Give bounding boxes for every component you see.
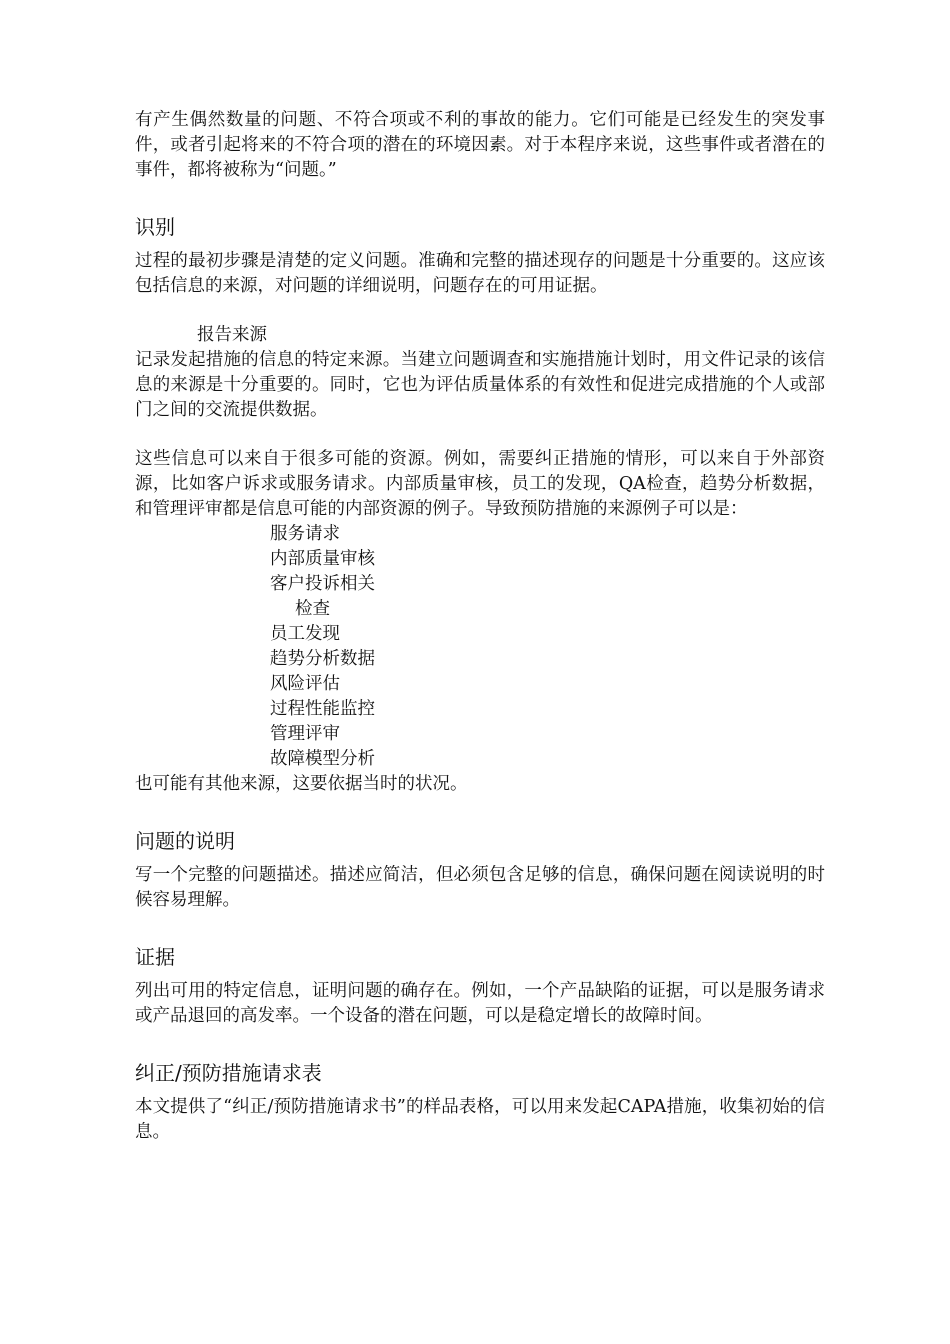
intro-paragraph: 有产生偶然数量的问题、不符合项或不利的事故的能力。它们可能是已经发生的突发事件，或者引起将来的不符合项的潜在的环境因素。对于本程序来说，这些事件或者潜在的事件，都将被称为“问题。” [135, 110, 825, 180]
list-item: 故障模型分析 [270, 749, 375, 769]
list-item: 服务请求 [270, 524, 340, 544]
evidence-heading: 证据 [135, 945, 175, 969]
list-item: 客户投诉相关 [270, 574, 375, 594]
form-heading: 纠正/预防措施请求表 [135, 1061, 322, 1085]
form-paragraph: 本文提供了“纠正/预防措施请求书”的样品表格，可以用来发起CAPA措施，收集初始的信息。 [135, 1097, 825, 1142]
list-item: 过程性能监控 [270, 699, 375, 719]
list-item: 内部质量审核 [270, 549, 375, 569]
document-page [135, 108, 825, 1145]
resources-paragraph: 这些信息可以来自于很多可能的资源。例如，需要纠正措施的情形，可以来自于外部资源，比如客户诉求或服务请求。内部质量审核，员工的发现，QA检查，趋势分析数据，和管理评审都是信息可能的内部资源的例子。导致预防措施的来源例子可以是： [135, 449, 825, 519]
description-paragraph: 写一个完整的问题描述。描述应简洁，但必须包含足够的信息，确保问题在阅读说明的时候容易理解。 [135, 865, 825, 910]
list-item: 风险评估 [270, 674, 340, 694]
description-heading: 问题的说明 [135, 829, 235, 853]
report-source-paragraph: 记录发起措施的信息的特定来源。当建立问题调查和实施措施计划时，用文件记录的该信息的来源是十分重要的。同时，它也为评估质量体系的有效性和促进完成措施的个人或部门之间的交流提供数据。 [135, 350, 825, 420]
list-item: 检查 [295, 599, 330, 619]
list-item: 管理评审 [270, 724, 340, 744]
identify-heading: 识别 [135, 215, 175, 239]
closing-paragraph: 也可能有其他来源，这要依据当时的状况。 [135, 774, 468, 794]
list-item: 趋势分析数据 [270, 649, 375, 669]
list-item: 员工发现 [270, 624, 340, 644]
source-list [135, 522, 825, 772]
evidence-paragraph: 列出可用的特定信息，证明问题的确存在。例如，一个产品缺陷的证据，可以是服务请求或产品退回的高发率。一个设备的潜在问题，可以是稳定增长的故障时间。 [135, 981, 825, 1026]
identify-paragraph: 过程的最初步骤是清楚的定义问题。准确和完整的描述现存的问题是十分重要的。这应该包括信息的来源，对问题的详细说明，问题存在的可用证据。 [135, 251, 825, 296]
report-source-subheading: 报告来源 [197, 325, 267, 345]
